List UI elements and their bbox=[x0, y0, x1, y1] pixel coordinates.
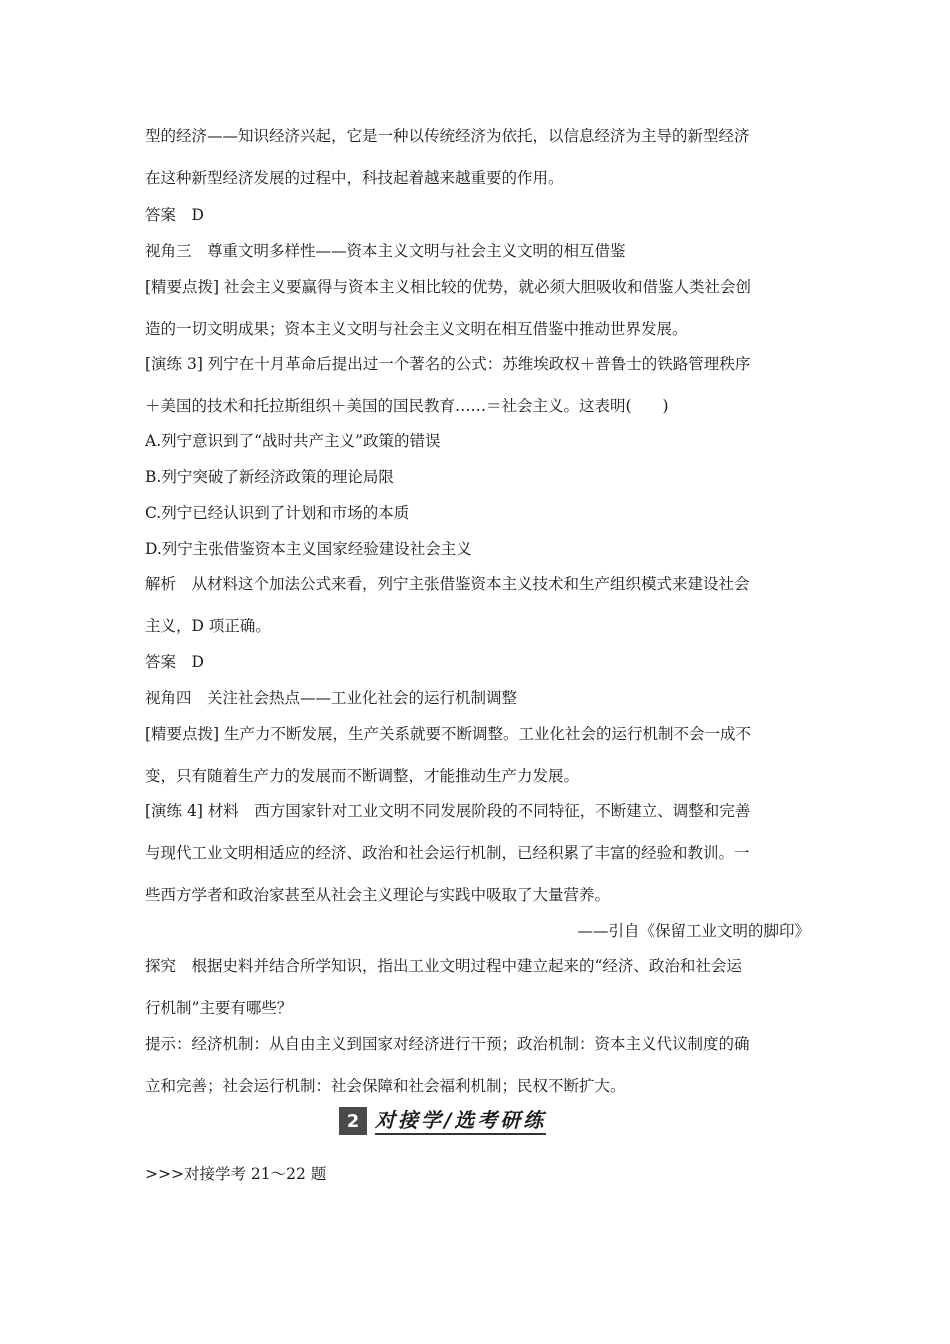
hint-line: 立和完善；社会运行机制：社会保障和社会福利机制；民权不断扩大。 bbox=[145, 1077, 626, 1095]
footer-reference: >>>对接学考 21～22 题 bbox=[145, 1165, 327, 1183]
answer-line: 答案 D bbox=[145, 206, 204, 224]
inquiry-line: 探究 根据史料并结合所学知识，指出工业文明过程中建立起来的“经济、政治和社会运 bbox=[145, 957, 742, 975]
section-heading: 视角三 尊重文明多样性——资本主义文明与社会主义文明的相互借鉴 bbox=[145, 242, 626, 260]
section-heading: 视角四 关注社会热点——工业化社会的运行机制调整 bbox=[145, 689, 518, 707]
text-line: 造的一切文明成果；资本主义文明与社会主义文明在相互借鉴中推动世界发展。 bbox=[145, 320, 688, 338]
question-line: ＋美国的技术和托拉斯组织＋美国的国民教育……＝社会主义。这表明( ) bbox=[145, 397, 669, 415]
question-line: [演练 3] 列宁在十月革命后提出过一个著名的公式：苏维埃政权＋普鲁士的铁路管理秩序 bbox=[145, 355, 751, 373]
citation-line: ——引自《保留工业文明的脚印》 bbox=[577, 922, 810, 940]
text-line: 型的经济——知识经济兴起，它是一种以传统经济为依托，以信息经济为主导的新型经济 bbox=[145, 127, 750, 145]
text-line: [精要点拨] 社会主义要赢得与资本主义相比较的优势，就必须大胆吸收和借鉴人类社会创 bbox=[145, 278, 752, 296]
inquiry-line: 行机制”主要有哪些？ bbox=[145, 999, 293, 1017]
option-a: A.列宁意识到了“战时共产主义”政策的错误 bbox=[145, 432, 441, 450]
analysis-line: 主义，D 项正确。 bbox=[145, 617, 271, 635]
answer-line: 答案 D bbox=[145, 653, 204, 671]
option-d: D.列宁主张借鉴资本主义国家经验建设社会主义 bbox=[145, 540, 472, 558]
section-banner bbox=[339, 1107, 546, 1135]
hint-line: 提示：经济机制：从自由主义到国家对经济进行干预；政治机制：资本主义代议制度的确 bbox=[145, 1035, 750, 1053]
section-number-badge: 2 bbox=[339, 1107, 367, 1135]
option-c: C.列宁已经认识到了计划和市场的本质 bbox=[145, 504, 410, 522]
text-line: 变，只有随着生产力的发展而不断调整，才能推动生产力发展。 bbox=[145, 767, 580, 785]
text-line: 在这种新型经济发展的过程中，科技起着越来越重要的作用。 bbox=[145, 169, 564, 187]
text-line: [精要点拨] 生产力不断发展，生产关系就要不断调整。工业化社会的运行机制不会一成不 bbox=[145, 725, 752, 743]
question-line: [演练 4] 材料 西方国家针对工业文明不同发展阶段的不同特征，不断建立、调整和完善 bbox=[145, 802, 751, 820]
question-line: 些西方学者和政治家甚至从社会主义理论与实践中吸取了大量营养。 bbox=[145, 886, 611, 904]
question-line: 与现代工业文明相适应的经济、政治和社会运行机制，已经积累了丰富的经验和教训。一 bbox=[145, 844, 750, 862]
analysis-line: 解析 从材料这个加法公式来看，列宁主张借鉴资本主义技术和生产组织模式来建设社会 bbox=[145, 575, 750, 593]
option-b: B.列宁突破了新经济政策的理论局限 bbox=[145, 468, 394, 486]
section-title: 对接学/选考研练 bbox=[375, 1108, 546, 1135]
